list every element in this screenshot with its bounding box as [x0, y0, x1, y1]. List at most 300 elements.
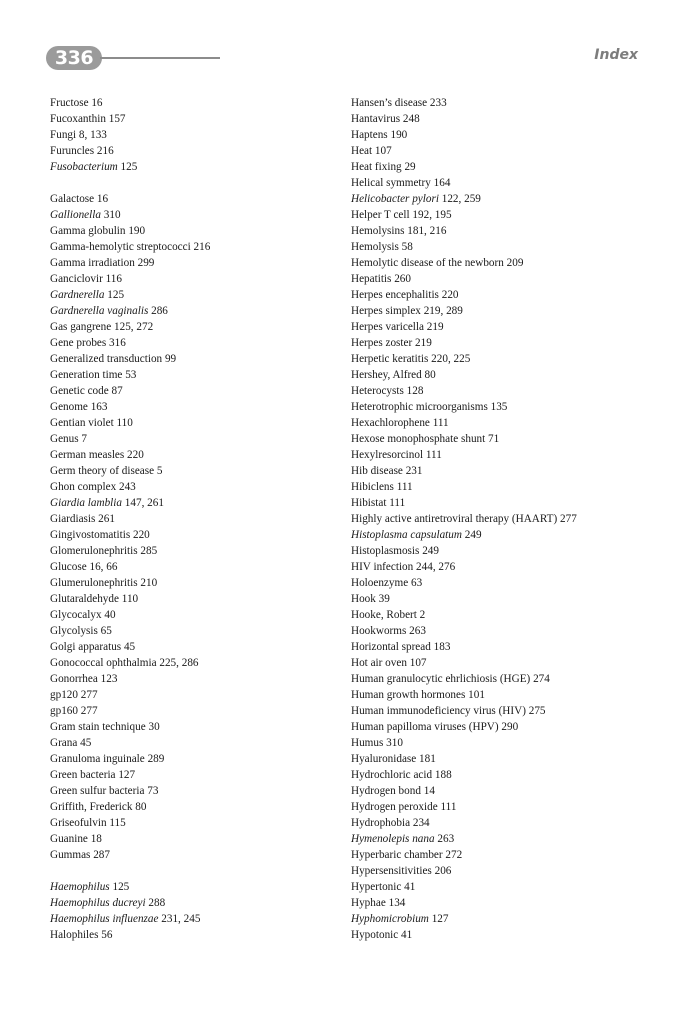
index-term: Hexose monophosphate shunt	[351, 433, 486, 445]
index-term: Histoplasma capsulatum	[351, 529, 462, 541]
index-page-refs: 219	[415, 337, 432, 349]
index-entry	[351, 879, 651, 895]
index-page-refs: 80	[135, 801, 147, 813]
index-term: Hyphae	[351, 897, 386, 909]
index-entry	[50, 367, 320, 383]
index-entry	[351, 287, 651, 303]
index-page-refs: 40	[104, 609, 116, 621]
index-entry	[50, 207, 320, 223]
index-term: Glomerulonephritis	[50, 545, 138, 557]
index-page-refs: 285	[140, 545, 158, 557]
index-entry	[50, 319, 320, 335]
index-page-refs: 29	[404, 161, 416, 173]
index-term: Hemolysis	[351, 241, 399, 253]
index-entry	[50, 703, 320, 719]
index-entry	[50, 223, 320, 239]
index-page-refs: 275	[528, 705, 546, 717]
index-page-refs: 248	[402, 113, 420, 125]
index-page-refs: 181	[419, 753, 436, 765]
index-page-refs: 116	[105, 273, 122, 285]
index-page-refs: 288	[148, 897, 166, 909]
index-page-refs: 216	[193, 241, 211, 253]
index-entry	[351, 95, 651, 111]
index-term: Gallionella	[50, 209, 101, 221]
index-term: Generation time	[50, 369, 123, 381]
index-entry	[50, 143, 320, 159]
index-entry	[351, 207, 651, 223]
index-page-refs: 244, 276	[416, 561, 456, 573]
index-term: Herpes varicella	[351, 321, 424, 333]
index-entry	[50, 511, 320, 527]
index-term: Hydrophobia	[351, 817, 411, 829]
index-page-refs: 8, 133	[78, 129, 107, 141]
index-term: Genetic code	[50, 385, 109, 397]
index-page-refs: 277	[80, 705, 98, 717]
index-entry	[50, 463, 320, 479]
index-entry	[351, 127, 651, 143]
index-entry	[351, 255, 651, 271]
index-term: Glycolysis	[50, 625, 98, 637]
index-entry	[351, 383, 651, 399]
index-page-refs: 111	[389, 497, 406, 509]
page-header	[46, 44, 638, 72]
index-term: Hot air oven	[351, 657, 407, 669]
index-entry	[351, 239, 651, 255]
index-entry	[351, 703, 651, 719]
index-entry	[50, 415, 320, 431]
index-term: Hypertonic	[351, 881, 402, 893]
index-term: Gonococcal ophthalmia	[50, 657, 157, 669]
index-page-refs: 41	[404, 881, 416, 893]
index-entry	[50, 895, 320, 911]
index-entry	[351, 575, 651, 591]
index-page-refs: 181, 216	[407, 225, 447, 237]
index-page-refs: 16	[91, 97, 103, 109]
section-title: Index	[594, 47, 638, 63]
index-entry	[351, 223, 651, 239]
index-entry	[351, 479, 651, 495]
index-entry	[50, 559, 320, 575]
index-page-refs: 71	[488, 433, 500, 445]
index-entry	[50, 495, 320, 511]
index-term: Griffith, Frederick	[50, 801, 133, 813]
index-entry	[351, 895, 651, 911]
index-entry	[351, 687, 651, 703]
index-page-refs: 58	[401, 241, 413, 253]
index-term: Glycocalyx	[50, 609, 102, 621]
index-page-refs: 123	[100, 673, 118, 685]
index-term: Fructose	[50, 97, 89, 109]
index-entry	[351, 447, 651, 463]
index-entry	[50, 399, 320, 415]
index-term: Herpes simplex	[351, 305, 421, 317]
index-term: Halophiles	[50, 929, 99, 941]
index-term: Hydrogen bond	[351, 785, 421, 797]
index-entry	[351, 591, 651, 607]
index-entry	[351, 431, 651, 447]
index-page-refs: 206	[434, 865, 452, 877]
index-page-refs: 190	[128, 225, 146, 237]
index-term: Hyaluronidase	[351, 753, 417, 765]
index-page-refs: 220	[441, 289, 459, 301]
index-term: Haptens	[351, 129, 388, 141]
index-entry	[351, 847, 651, 863]
index-page-refs: 101	[468, 689, 485, 701]
index-page-refs: 260	[394, 273, 411, 285]
index-term: Giardia lamblia	[50, 497, 122, 509]
index-term: Gardnerella	[50, 289, 105, 301]
index-entry	[50, 159, 320, 175]
index-entry	[50, 431, 320, 447]
index-entry	[351, 303, 651, 319]
index-term: Hypersensitivities	[351, 865, 432, 877]
index-entry	[50, 591, 320, 607]
index-term: Granuloma inguinale	[50, 753, 145, 765]
index-page-refs: 39	[378, 593, 390, 605]
index-term: Fusobacterium	[50, 161, 118, 173]
index-page-refs: 164	[433, 177, 451, 189]
index-term: Hydrogen peroxide	[351, 801, 438, 813]
index-term: Griseofulvin	[50, 817, 107, 829]
index-page-refs: 277	[560, 513, 577, 525]
index-term: Helical symmetry	[351, 177, 431, 189]
index-page-refs: 261	[98, 513, 115, 525]
index-page-refs: 233	[429, 97, 447, 109]
index-page-refs: 30	[148, 721, 160, 733]
index-term: Hypotonic	[351, 929, 399, 941]
index-entry	[50, 335, 320, 351]
index-term: Glutaraldehyde	[50, 593, 119, 605]
index-entry	[50, 527, 320, 543]
index-page-refs: 210	[140, 577, 158, 589]
index-entry	[351, 623, 651, 639]
index-entry	[351, 815, 651, 831]
index-page-refs: 157	[108, 113, 126, 125]
index-page-refs: 243	[118, 481, 136, 493]
index-entry	[50, 575, 320, 591]
index-page-refs: 128	[406, 385, 424, 397]
index-page-refs: 272	[445, 849, 463, 861]
index-page-refs: 16, 66	[89, 561, 118, 573]
index-term: Hook	[351, 593, 376, 605]
index-entry	[351, 543, 651, 559]
index-page-refs: 310	[103, 209, 121, 221]
index-term: Horizontal spread	[351, 641, 431, 653]
index-term: Haemophilus ducreyi	[50, 897, 146, 909]
index-term: Hexylresorcinol	[351, 449, 424, 461]
index-term: Hepatitis	[351, 273, 392, 285]
index-term: Gene probes	[50, 337, 107, 349]
index-page-refs: 290	[501, 721, 519, 733]
index-page-refs: 135	[490, 401, 508, 413]
index-page-refs: 188	[434, 769, 452, 781]
index-term: Gentian violet	[50, 417, 114, 429]
index-entry	[50, 303, 320, 319]
index-term: Giardiasis	[50, 513, 96, 525]
index-page-refs: 73	[147, 785, 159, 797]
index-page-refs: 125	[120, 161, 138, 173]
index-term: Fucoxanthin	[50, 113, 106, 125]
index-page-refs: 289	[147, 753, 165, 765]
index-page-refs: 249	[464, 529, 482, 541]
index-term: Heterocysts	[351, 385, 404, 397]
index-entry	[351, 463, 651, 479]
index-term: Grana	[50, 737, 78, 749]
index-page-refs: 277	[80, 689, 98, 701]
index-term: Hershey, Alfred	[351, 369, 422, 381]
index-term: Furuncles	[50, 145, 95, 157]
index-page-refs: 231	[405, 465, 423, 477]
index-entry	[50, 927, 320, 943]
header-rule	[100, 57, 220, 59]
index-entry	[50, 351, 320, 367]
index-page-refs: 41	[401, 929, 413, 941]
index-entry	[351, 191, 651, 207]
index-page-refs: 111	[396, 481, 413, 493]
index-term: Gamma-hemolytic streptococci	[50, 241, 191, 253]
index-entry	[351, 927, 651, 943]
index-page-refs: 220	[127, 449, 144, 461]
index-page-refs: 234	[412, 817, 430, 829]
index-page-refs: 231, 245	[161, 913, 201, 925]
index-page-refs: 53	[125, 369, 137, 381]
index-term: Hyperbaric chamber	[351, 849, 443, 861]
index-page-refs: 107	[409, 657, 427, 669]
index-term: Gram stain technique	[50, 721, 146, 733]
index-page-refs: 219, 289	[423, 305, 463, 317]
index-term: Gamma globulin	[50, 225, 126, 237]
index-term: Human immunodeficiency virus (HIV)	[351, 705, 526, 717]
index-term: Histoplasmosis	[351, 545, 420, 557]
index-term: Highly active antiretroviral therapy (HAART)	[351, 513, 558, 525]
index-term: Ghon complex	[50, 481, 117, 493]
index-term: Human granulocytic ehrlichiosis (HGE)	[351, 673, 531, 685]
index-entry	[50, 687, 320, 703]
index-page-refs: 183	[433, 641, 451, 653]
index-term: Hydrochloric acid	[351, 769, 433, 781]
index-page-refs: 125	[107, 289, 125, 301]
index-page-refs: 286	[151, 305, 168, 317]
index-term: Guanine	[50, 833, 88, 845]
index-term: Hibiclens	[351, 481, 394, 493]
index-term: Hemolysins	[351, 225, 405, 237]
index-term: Hibistat	[351, 497, 387, 509]
index-entry	[50, 607, 320, 623]
index-page-refs: 220	[132, 529, 150, 541]
index-entry	[50, 239, 320, 255]
index-entry	[50, 95, 320, 111]
index-entry	[50, 479, 320, 495]
index-page-refs: 209	[506, 257, 524, 269]
index-term: Heat	[351, 145, 373, 157]
index-entry	[50, 815, 320, 831]
index-entry	[50, 543, 320, 559]
index-entry	[351, 607, 651, 623]
index-page-refs: 316	[109, 337, 126, 349]
index-term: Hantavirus	[351, 113, 401, 125]
index-entry	[351, 767, 651, 783]
index-entry	[351, 351, 651, 367]
index-page-refs: 147, 261	[124, 497, 164, 509]
index-term: Helper T cell	[351, 209, 410, 221]
index-term: Hansen’s disease	[351, 97, 428, 109]
index-term: Gardnerella vaginalis	[50, 305, 149, 317]
index-entry	[351, 671, 651, 687]
index-page-refs: 63	[410, 577, 423, 589]
index-term: Haemophilus	[50, 881, 110, 893]
index-page-refs: 125, 272	[114, 321, 154, 333]
index-page-refs: 16	[96, 193, 109, 205]
index-term: Gingivostomatitis	[50, 529, 131, 541]
index-page-refs: 125	[112, 881, 130, 893]
index-term: Galactose	[50, 193, 95, 205]
index-entry	[50, 447, 320, 463]
index-page-refs: 263	[409, 625, 426, 637]
index-term: Green bacteria	[50, 769, 116, 781]
index-term: Holoenzyme	[351, 577, 409, 589]
index-page-refs: 111	[440, 801, 457, 813]
index-page-refs: 45	[80, 737, 92, 749]
index-term: Gummas	[50, 849, 91, 861]
index-entry	[351, 415, 651, 431]
index-page-refs: 287	[93, 849, 110, 861]
index-term: Human growth hormones	[351, 689, 466, 701]
index-page-refs: 7	[81, 433, 87, 445]
index-term: Heat fixing	[351, 161, 402, 173]
index-entry	[351, 783, 651, 799]
index-term: Germ theory of disease	[50, 465, 155, 477]
index-term: Genus	[50, 433, 79, 445]
index-term: Hyphomicrobium	[351, 913, 429, 925]
index-entry	[351, 831, 651, 847]
index-page-refs: 111	[425, 449, 442, 461]
index-term: Hooke, Robert	[351, 609, 417, 621]
index-entry	[351, 511, 651, 527]
index-entry	[50, 191, 320, 207]
index-page-refs: 80	[424, 369, 436, 381]
index-page-refs: 122, 259	[441, 193, 481, 205]
index-entry	[351, 399, 651, 415]
index-page-refs: 110	[116, 417, 133, 429]
index-term: Herpetic keratitis	[351, 353, 429, 365]
index-page-refs: 5	[156, 465, 163, 477]
index-page-refs: 219	[426, 321, 444, 333]
index-term: Ganciclovir	[50, 273, 103, 285]
index-entry	[351, 527, 651, 543]
index-term: Hib disease	[351, 465, 403, 477]
index-entry	[351, 911, 651, 927]
index-page-refs: 190	[390, 129, 408, 141]
index-term: Glucose	[50, 561, 87, 573]
index-entry	[351, 175, 651, 191]
index-entry	[50, 623, 320, 639]
index-entry	[50, 255, 320, 271]
index-page-refs: 163	[90, 401, 108, 413]
index-entry	[351, 751, 651, 767]
index-term: Heterotrophic microorganisms	[351, 401, 488, 413]
index-term: Gonorrhea	[50, 673, 98, 685]
index-entry	[50, 383, 320, 399]
index-term: Golgi apparatus	[50, 641, 122, 653]
index-column-left	[50, 95, 320, 943]
index-entry	[50, 783, 320, 799]
index-page-refs: 192, 195	[412, 209, 452, 221]
index-page-refs: 216	[96, 145, 114, 157]
index-page-refs: 134	[388, 897, 406, 909]
index-page-refs: 14	[423, 785, 435, 797]
index-term: Herpes encephalitis	[351, 289, 439, 301]
index-page-refs: 274	[533, 673, 550, 685]
index-entry	[50, 879, 320, 895]
index-term: German measles	[50, 449, 125, 461]
index-entry	[50, 127, 320, 143]
index-entry	[50, 799, 320, 815]
index-term: Hemolytic disease of the newborn	[351, 257, 504, 269]
index-term: Green sulfur bacteria	[50, 785, 145, 797]
index-term: Fungi	[50, 129, 77, 141]
index-entry	[351, 335, 651, 351]
index-entry	[50, 751, 320, 767]
index-term: Generalized transduction	[50, 353, 163, 365]
index-entry	[351, 159, 651, 175]
index-entry	[50, 719, 320, 735]
index-entry	[50, 655, 320, 671]
index-page-refs: 225, 286	[159, 657, 199, 669]
index-page-refs: 110	[121, 593, 139, 605]
index-entry	[50, 111, 320, 127]
index-term: Glumerulonephritis	[50, 577, 138, 589]
index-page-refs: 299	[137, 257, 155, 269]
index-page-refs: 115	[109, 817, 126, 829]
index-column-right	[351, 95, 651, 943]
index-entry	[351, 559, 651, 575]
page-number-badge: 336	[46, 46, 102, 70]
index-page-refs: 111	[432, 417, 449, 429]
index-page-refs: 56	[101, 929, 113, 941]
index-entry	[50, 639, 320, 655]
index-term: Genome	[50, 401, 88, 413]
index-term: Gamma irradiation	[50, 257, 135, 269]
index-page-refs: 99	[164, 353, 177, 365]
index-entry	[351, 143, 651, 159]
index-term: Hexachlorophene	[351, 417, 430, 429]
index-page-refs: 310	[386, 737, 403, 749]
index-term: Herpes zoster	[351, 337, 413, 349]
index-term: Haemophilus influenzae	[50, 913, 159, 925]
index-term: gp120	[50, 689, 78, 701]
index-term: Hookworms	[351, 625, 407, 637]
index-page-refs: 127	[431, 913, 449, 925]
index-entry	[50, 671, 320, 687]
index-entry	[50, 767, 320, 783]
index-page-refs: 263	[437, 833, 455, 845]
index-entry	[351, 271, 651, 287]
index-entry	[351, 319, 651, 335]
index-page-refs: 220, 225	[431, 353, 471, 365]
index-entry	[351, 799, 651, 815]
index-page-refs: 65	[100, 625, 112, 637]
index-entry	[50, 271, 320, 287]
index-entry	[351, 111, 651, 127]
index-page-refs: 127	[118, 769, 136, 781]
index-term: Helicobacter pylori	[351, 193, 439, 205]
index-entry	[50, 831, 320, 847]
index-entry	[351, 639, 651, 655]
index-term: Human papilloma viruses (HPV)	[351, 721, 499, 733]
index-entry	[351, 367, 651, 383]
index-page-refs: 45	[123, 641, 136, 653]
index-entry	[351, 735, 651, 751]
